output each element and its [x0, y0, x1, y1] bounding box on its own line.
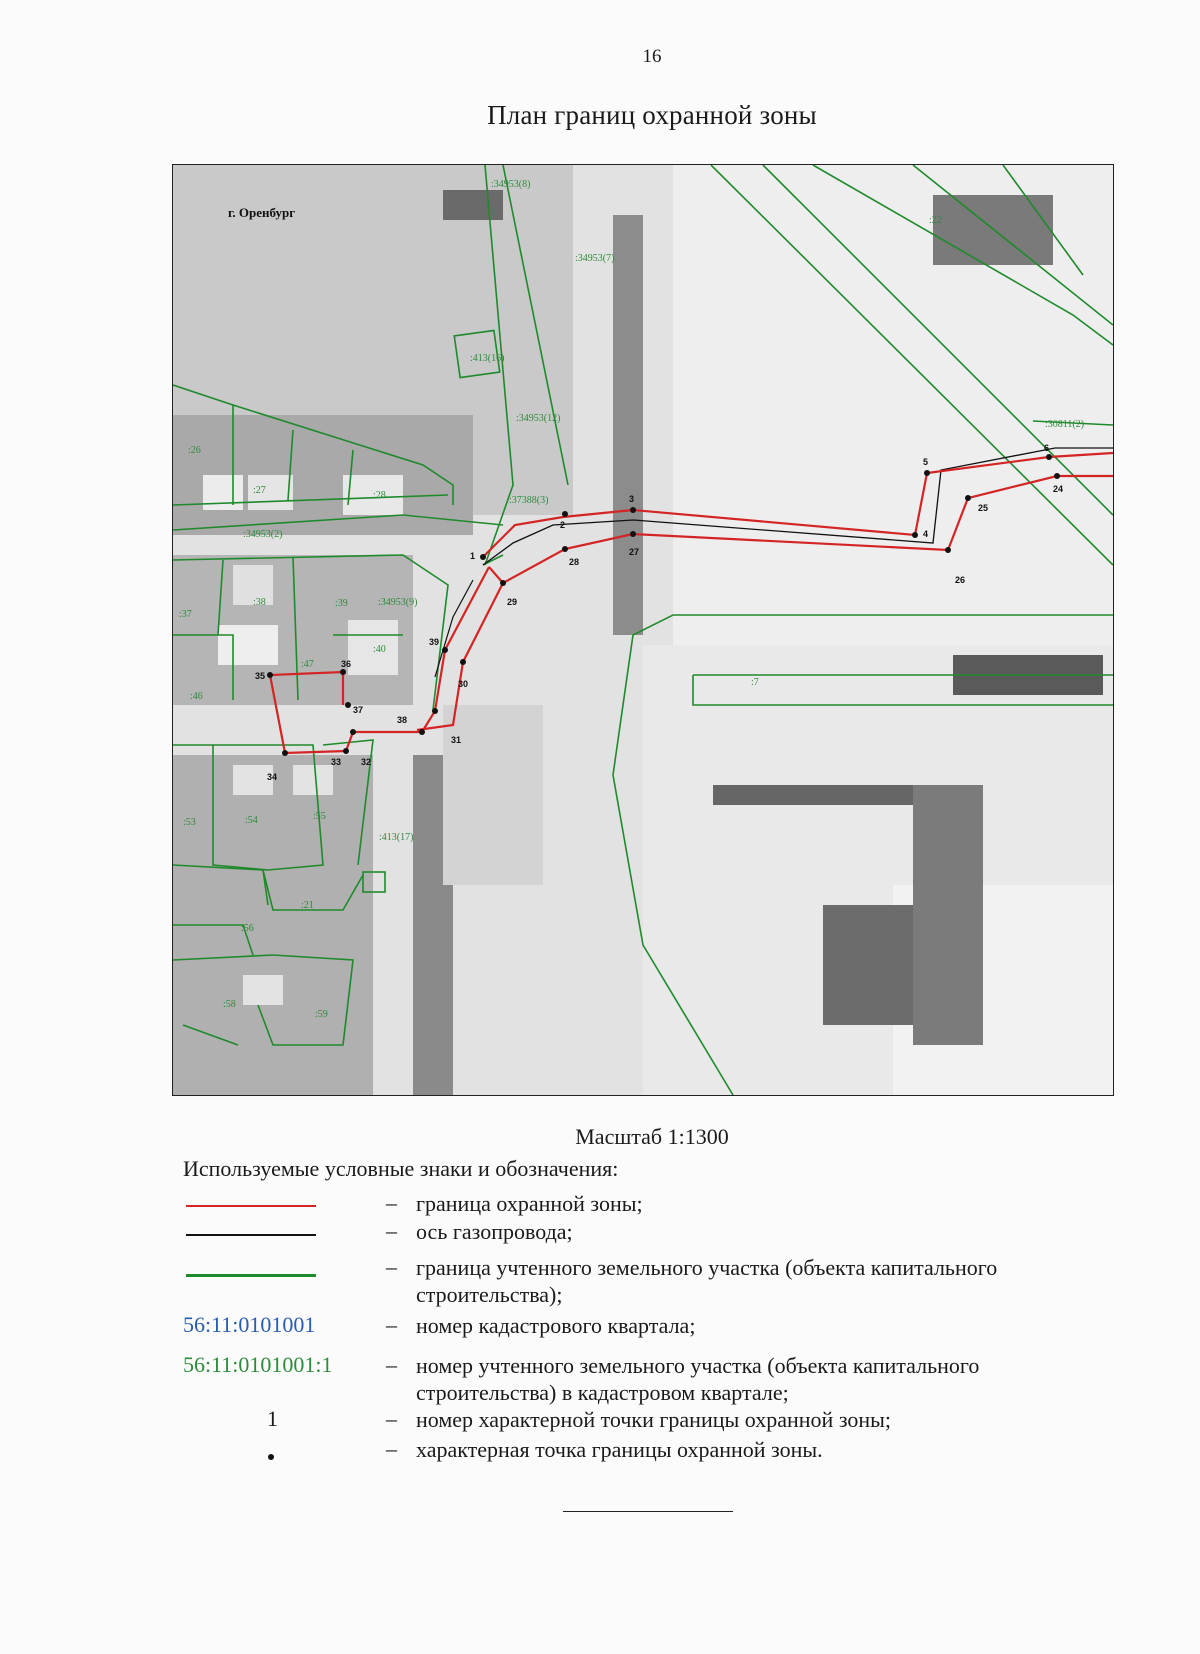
parcel-label: :54: [245, 815, 258, 826]
parcel-label: :53: [183, 817, 196, 828]
cadastral-quarter-sample: 56:11:0101001: [183, 1312, 316, 1337]
legend-text: номер кадастрового квартала;: [416, 1313, 696, 1338]
legend-dash: –: [386, 1436, 397, 1461]
point-label: 4: [923, 529, 929, 539]
parcel-label: :37388(3): [509, 495, 549, 506]
legend-symbol: [183, 1312, 343, 1342]
parcel-label: :34953(9): [378, 597, 418, 608]
point-number-sample: 1: [267, 1406, 278, 1431]
legend-dash: –: [386, 1312, 397, 1337]
legend-symbol: [183, 1352, 343, 1382]
legend-symbol: [183, 1190, 343, 1220]
parcel-label: :34953(2): [243, 529, 283, 540]
point-label: 29: [507, 597, 518, 607]
scale-text: Масштаб 1:1300: [575, 1124, 729, 1149]
point-label: 34: [267, 772, 278, 782]
dot-icon: [268, 1454, 274, 1460]
legend-text: граница охранной зоны;: [416, 1191, 643, 1216]
parcel-label: :38: [253, 597, 266, 608]
point-label: 31: [451, 735, 462, 745]
legend-text: номер учтенного земельного участка (объекта капитального строительства) в кадастровом квартале;: [416, 1353, 980, 1405]
legend-symbol: [183, 1436, 343, 1466]
parcel-label: :7: [751, 677, 759, 688]
legend-heading: Используемые условные знаки и обозначения:: [183, 1156, 619, 1181]
parcel-label: :39: [335, 598, 348, 609]
legend-text: ось газопровода;: [416, 1219, 573, 1244]
parcel-label: :30811(2): [1045, 419, 1085, 430]
point-label: 3: [629, 494, 635, 504]
point-label: 27: [629, 547, 640, 557]
point-label: 28: [569, 557, 580, 567]
parcel-label: :56: [241, 923, 254, 934]
legend-symbol: [183, 1254, 343, 1284]
parcel-label: :21: [301, 900, 314, 911]
legend-text: характерная точка границы охранной зоны.: [416, 1437, 823, 1462]
point-label: 39: [429, 637, 440, 647]
legend-text: номер характерной точки границы охранной зоны;: [416, 1407, 892, 1432]
parcel-label: :40: [373, 644, 386, 655]
parcel-label: :58: [223, 999, 236, 1010]
legend-symbol: [183, 1406, 343, 1436]
parcel-label: :27: [253, 485, 266, 496]
point-label: 25: [978, 503, 989, 513]
legend-item-cadastral-quarter: [183, 1312, 1083, 1352]
parcel-label: :59: [315, 1009, 328, 1020]
parcel-label: :46: [190, 691, 203, 702]
parcel-label: :47: [301, 659, 314, 670]
point-label: 35: [255, 671, 266, 681]
protection-zone-map[interactable]: [172, 164, 1114, 1096]
point-label: 6: [1044, 443, 1050, 453]
point-label: 26: [955, 575, 966, 585]
point-label: 36: [341, 659, 352, 669]
parcel-number-sample: 56:11:0101001:1: [183, 1352, 333, 1377]
legend-item-parcel-boundary: [183, 1254, 1083, 1310]
point-label: 33: [331, 757, 342, 767]
point-label: 2: [560, 520, 566, 530]
point-label: 30: [458, 679, 469, 689]
legend-item-parcel-number: [183, 1352, 1083, 1408]
parcel-label: :37: [179, 609, 192, 620]
point-label: 24: [1053, 484, 1064, 494]
parcel-label: :413(16): [470, 353, 505, 364]
legend-item-point: [183, 1436, 1083, 1476]
parcel-label: :55: [313, 811, 326, 822]
legend-text: граница учтенного земельного участка (объекта капитального строительства);: [416, 1255, 998, 1307]
point-label: 32: [361, 757, 372, 767]
legend-dash: –: [386, 1190, 397, 1215]
parcel-label: :413(17): [379, 832, 414, 843]
legend-dash: –: [386, 1352, 397, 1377]
legend-symbol: [183, 1218, 343, 1248]
parcel-label: :26: [188, 445, 201, 456]
parcel-label: :22: [929, 215, 942, 226]
legend-dash: –: [386, 1254, 397, 1279]
city-label: г. Оренбург: [228, 205, 296, 220]
page-number: 16: [642, 46, 662, 67]
legend-dash: –: [386, 1218, 397, 1243]
end-rule: [563, 1511, 733, 1512]
point-label: 1: [470, 551, 476, 561]
parcel-label: :34953(8): [491, 179, 531, 190]
point-label: 37: [353, 705, 364, 715]
parcel-label: :28: [373, 490, 386, 501]
point-label: 38: [397, 715, 408, 725]
legend-dash: –: [386, 1406, 397, 1431]
parcel-label: :34953(7): [575, 253, 615, 264]
parcel-label: :34953(12): [516, 413, 561, 424]
page-title: План границ охранной зоны: [487, 100, 817, 130]
point-label: 5: [923, 457, 929, 467]
legend-item-gas-axis: [183, 1218, 1083, 1258]
